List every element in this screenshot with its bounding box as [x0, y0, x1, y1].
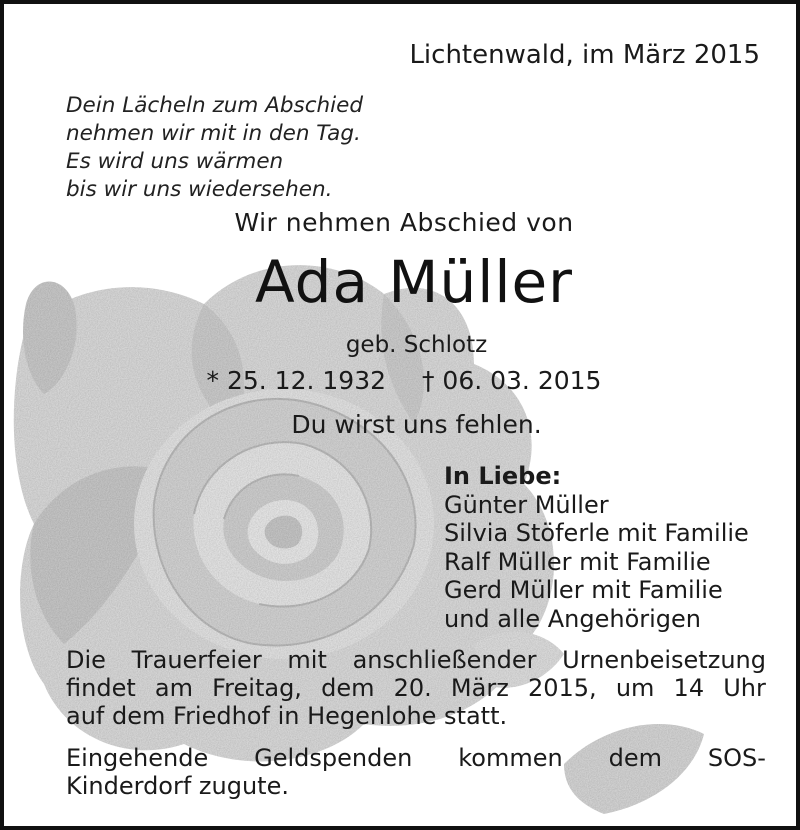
- word: Urnenbeisetzung: [562, 646, 766, 674]
- word: dem: [608, 744, 663, 772]
- ceremony-line: [66, 674, 766, 702]
- word: März: [450, 674, 509, 702]
- family-member: und alle Angehörigen: [444, 604, 701, 633]
- word: Trauerfeier: [131, 646, 262, 674]
- word: findet: [66, 674, 136, 702]
- family-member: Ralf Müller mit Familie: [444, 547, 711, 576]
- ceremony-line: auf dem Friedhof in Hegenlohe statt.: [66, 702, 508, 730]
- family-member: Günter Müller: [444, 490, 609, 519]
- donation-line: Kinderdorf zugute.: [66, 772, 289, 800]
- word: mit: [287, 646, 327, 674]
- family-list: [444, 462, 749, 633]
- donation-info: [66, 744, 766, 800]
- word: Uhr: [723, 674, 766, 702]
- word: Die: [66, 646, 106, 674]
- death-date: † 06. 03. 2015: [421, 366, 602, 395]
- birth-date: * 25. 12. 1932: [206, 366, 387, 395]
- birth-name: geb. Schlotz: [345, 332, 488, 358]
- word: dem: [321, 674, 375, 702]
- word: 2015,: [527, 674, 597, 702]
- word: 20.: [393, 674, 432, 702]
- poem-line: nehmen wir mit in den Tag.: [66, 121, 361, 146]
- ceremony-info: [66, 646, 766, 730]
- poem-line: bis wir uns wiedersehen.: [66, 177, 333, 202]
- word: Geldspenden: [254, 744, 413, 772]
- donation-line: [66, 744, 766, 772]
- word: anschließender: [352, 646, 537, 674]
- place-date: Lichtenwald, im März 2015: [409, 40, 760, 70]
- word: Eingehende: [66, 744, 209, 772]
- intro-text: Wir nehmen Abschied von: [234, 208, 574, 237]
- word: SOS-: [707, 744, 766, 772]
- poem-line: Dein Lächeln zum Abschied: [66, 93, 364, 118]
- poem-line: Es wird uns wärmen: [66, 149, 284, 174]
- family-member: Gerd Müller mit Familie: [444, 576, 723, 604]
- word: am: [154, 674, 193, 702]
- word: Freitag,: [212, 674, 302, 702]
- word: kommen: [458, 744, 563, 772]
- word: um: [615, 674, 655, 702]
- life-dates: [4, 366, 800, 395]
- family-heading: In Liebe:: [444, 462, 562, 490]
- poem: [66, 92, 363, 204]
- word: 14: [673, 674, 705, 702]
- ceremony-line: [66, 646, 766, 674]
- deceased-name: Ada Müller: [254, 248, 573, 316]
- family-member: Silvia Stöferle mit Familie: [444, 519, 749, 547]
- farewell-text: Du wirst uns fehlen.: [291, 410, 542, 439]
